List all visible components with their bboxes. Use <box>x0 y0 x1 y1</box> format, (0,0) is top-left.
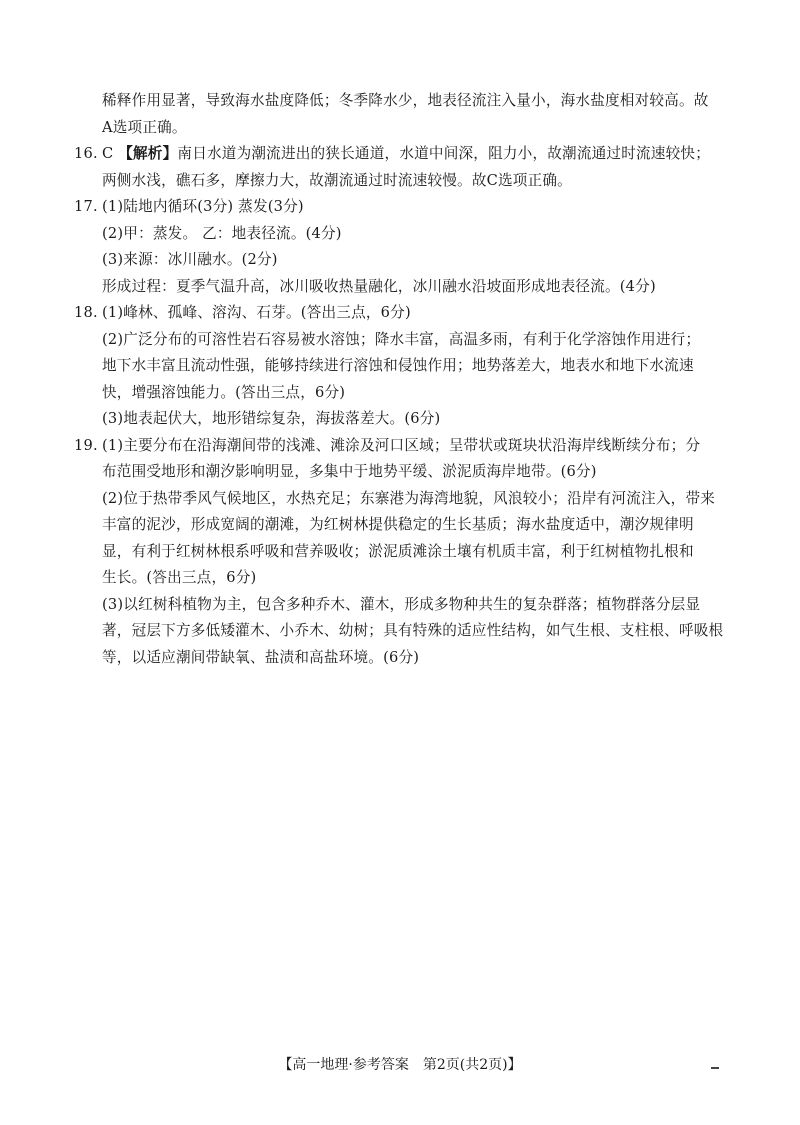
line-text: (2)广泛分布的可溶性岩石容易被水溶蚀；降水丰富，高温多雨，有利于化学溶蚀作用进行； <box>102 330 701 348</box>
question-number: 16. <box>74 145 98 162</box>
line-text: 显，有利于红树林根系呼吸和营养吸收；淤泥质滩涂土壤有机质丰富，利于红树植物扎根和 <box>102 542 694 560</box>
answer-line <box>74 539 734 566</box>
answer-line <box>74 300 734 327</box>
question-number: 18. <box>74 304 98 321</box>
corner-mark <box>711 1067 719 1069</box>
line-text: (1)陆地内循环(3分) 蒸发(3分) <box>102 198 304 215</box>
line-text: 布范围受地形和潮汐影响明显，多集中于地势平缓、淤泥质海岸地带。(6分) <box>102 463 597 480</box>
line-text: 南日水道为潮流进出的狭长通道，水道中间深，阻力小，故潮流通过时流速较快； <box>177 145 710 162</box>
line-text: (1)主要分布在沿海潮间带的浅滩、滩涂及河口区域；呈带状或斑块状沿海岸线断续分布；分 <box>102 436 701 454</box>
line-text: A选项正确。 <box>102 118 187 136</box>
line-text: (3)地表起伏大，地形错综复杂，海拔落差大。(6分) <box>102 410 441 427</box>
answer-line <box>74 247 734 274</box>
answer-line <box>74 459 734 486</box>
line-text: 快，增强溶蚀能力。(答出三点，6分) <box>102 383 346 401</box>
answer-line <box>74 380 734 407</box>
question-number: 17. <box>74 198 98 215</box>
answer-line <box>74 274 734 301</box>
answer-line <box>74 592 734 619</box>
answer-line <box>74 327 734 354</box>
answer-line <box>74 115 734 142</box>
choice-answer: C <box>102 145 119 162</box>
answer-line <box>74 141 734 168</box>
line-text: 著，冠层下方多低矮灌木、小乔木、幼树；具有特殊的适应性结构，如气生根、支柱根、呼吸根 <box>102 622 724 639</box>
page-footer <box>0 1055 800 1075</box>
line-text: (2)位于热带季风气候地区，水热充足；东寨港为海湾地貌，风浪较小；沿岸有河流注入，带来 <box>102 489 716 507</box>
answer-line <box>74 486 734 513</box>
line-text: (3)来源：冰川融水。(2分) <box>102 251 278 268</box>
answer-line <box>74 88 734 115</box>
line-text: 两侧水浅，礁石多，摩擦力大，故潮流通过时流速较慢。故C选项正确。 <box>102 171 572 189</box>
answer-line <box>74 194 734 221</box>
answer-line <box>74 406 734 433</box>
line-text: (3)以红树科植物为主，包含多种乔木、灌木，形成多物种共生的复杂群落；植物群落分层显 <box>102 595 701 613</box>
line-text: 等，以适应潮间带缺氧、盐渍和高盐环境。(6分) <box>102 648 420 666</box>
line-text: 地下水丰富且流动性强，能够持续进行溶蚀和侵蚀作用；地势落差大，地表水和地下水流速 <box>102 357 694 374</box>
answer-line <box>74 433 734 460</box>
line-text: 形成过程：夏季气温升高，冰川吸收热量融化，冰川融水沿坡面形成地表径流。(4分) <box>102 277 656 295</box>
answer-line <box>74 221 734 248</box>
line-text: 稀释作用显著，导致海水盐度降低；冬季降水少，地表径流注入量小，海水盐度相对较高。故 <box>102 92 709 109</box>
footer-text: 【高一地理·参考答案 第2页(共2页)】 <box>278 1057 522 1073</box>
answer-line <box>74 645 734 672</box>
line-text: 生长。(答出三点，6分) <box>102 569 257 586</box>
answer-line <box>74 618 734 645</box>
answer-line <box>74 565 734 592</box>
answer-line <box>74 168 734 195</box>
answer-content <box>74 88 734 671</box>
question-number: 19. <box>74 436 98 454</box>
line-text: (2)甲：蒸发。 乙：地表径流。(4分) <box>102 224 342 242</box>
line-text: (1)峰林、孤峰、溶沟、石芽。(答出三点，6分) <box>102 304 411 321</box>
line-text: 丰富的泥沙，形成宽阔的潮滩，为红树林提供稳定的生长基质；海水盐度适中，潮汐规律明 <box>102 516 694 533</box>
answer-line <box>74 512 734 539</box>
analysis-label: 【解析】 <box>118 145 178 162</box>
answer-line <box>74 353 734 380</box>
